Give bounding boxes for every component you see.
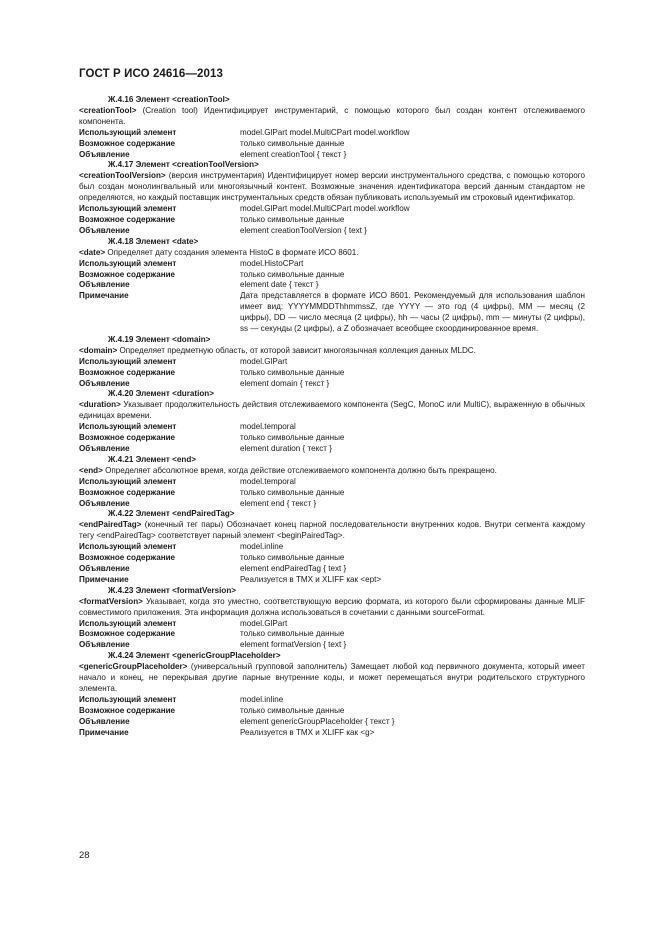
section-title: Ж.4.24 Элемент <genericGroupPlaceholder> [108,651,281,661]
description-text: Определяет предметную область, от которой зависит многоязычная коллекция данных MLDC. [117,345,476,355]
property-value: только символьные данные [240,367,345,377]
description-text: (Creation tool) Идентифицирует инструментарий, с помощью которого был создан контент отслеживаемого компонента. [79,105,585,126]
property-row [79,368,585,379]
property-value: только символьные данные [240,553,345,563]
property-label: Примечание [79,291,129,301]
property-row [79,564,585,575]
description-text: (версия инструментария) Идентифицирует номер версии инструментального средства, с помощью которого был создан монолингвальный или многоязычный контент. Возможные значения идентификатора версий данным стандартом не определяются, но каждый поставщик инструментальных средств обязан публиковать используемый им строковый идентификатор. [79,171,585,203]
element-tag: <domain> [79,345,118,355]
property-value: element endPairedTag { text } [240,563,347,573]
element-tag: <date> [79,247,106,257]
section [79,237,585,335]
property-label: Объявление [79,640,130,650]
property-value: только символьные данные [240,433,345,443]
section-description [79,248,585,259]
property-value: model.inline [240,542,284,552]
property-label: Возможное содержание [79,433,176,443]
property-row [79,477,585,488]
property-value: model.GlPart model.MultiCPart model.workflow [240,204,410,214]
property-row [79,291,585,335]
section-title: Ж.4.19 Элемент <domain> [108,334,211,344]
section-description [79,400,585,422]
property-row [79,259,585,270]
property-row [79,444,585,455]
section-title: Ж.4.18 Элемент <date> [108,236,199,246]
page-header: ГОСТ Р ИСО 24616—2013 [79,68,224,80]
property-label: Возможное содержание [79,214,176,224]
property-row [79,695,585,706]
property-label: Использующий элемент [79,204,177,214]
property-value: element formatVersion { text } [240,640,347,650]
property-row [79,204,585,215]
property-label: Использующий элемент [79,618,177,628]
property-row [79,488,585,499]
section [79,335,585,390]
element-tag: <end> [79,465,103,475]
property-label: Использующий элемент [79,356,177,366]
property-value: model.GlPart [240,356,288,366]
section-description [79,520,585,542]
property-label: Возможное содержание [79,705,176,715]
section-description [79,466,585,477]
property-label: Возможное содержание [79,487,176,497]
property-label: Использующий элемент [79,127,177,137]
element-tag: <genericGroupPlaceholder> [79,662,188,672]
property-label: Использующий элемент [79,422,177,432]
property-value: только символьные данные [240,138,345,148]
section [79,651,585,738]
property-label: Использующий элемент [79,476,177,486]
property-row [79,706,585,717]
property-label: Примечание [79,574,129,584]
section-description [79,346,585,357]
element-tag: <duration> [79,400,121,410]
property-label: Возможное содержание [79,553,176,563]
property-row [79,542,585,553]
property-label: Возможное содержание [79,269,176,279]
property-value: model.HistoCPart [240,258,304,268]
element-tag: <creationTool> [79,105,137,115]
property-value: Дата представляется в формате ИСО 8601. Рекомендуемый для использования шаблон имеет вид: YYYYMMDDThhmmssZ, где YYYY — это год (4 цифры), MM — месяц (2 цифры), DD — число месяца (2 цифры), hh — часы (2 цифры), mm — минуты (2 цифры), ss — секунды (2 цифры), а Z обозначает всеобщее скоординированное время. [240,291,585,334]
section [79,389,585,454]
property-row [79,280,585,291]
property-value: только символьные данные [240,269,345,279]
property-row [79,270,585,281]
property-value: model.temporal [240,476,296,486]
property-label: Использующий элемент [79,258,177,268]
description-text: Указывает, когда это уместно, соответствующую версию формата, из которого были сформированы данные MLIF совместимого приложения. Эта информация должна использоваться в сочетании с данными sourceFormat. [79,596,585,617]
property-label: Объявление [79,563,130,573]
section-title: Ж.4.20 Элемент <duration> [108,389,214,399]
property-label: Объявление [79,378,130,388]
property-value: element creationToolVersion { text } [240,225,367,235]
property-row [79,499,585,510]
description-text: Определяет абсолютное время, когда действие отслеживаемого компонента должно быть прекращено. [102,465,497,475]
property-label: Примечание [79,727,129,737]
property-row [79,422,585,433]
property-value: model.inline [240,694,284,704]
section-title: Ж.4.16 Элемент <creationTool> [108,95,230,104]
page-number: 28 [79,850,90,861]
property-value: только символьные данные [240,629,345,639]
property-value: element genericGroupPlaceholder { текст } [240,716,395,726]
property-label: Возможное содержание [79,629,176,639]
section-description [79,171,585,204]
section-title: Ж.4.22 Элемент <endPairedTag> [108,509,235,519]
description-text: (конечный тег пары) Обозначает конец парной последовательности внутренних кодов. Внутри сегмента каждому тегу <endPairedTag> соответствует парный элемент <beginPairedTag>. [79,520,585,541]
property-value: model.GlPart model.MultiCPart model.workflow [240,127,410,137]
section [79,509,585,585]
property-value: Реализуется в TMX и XLIFF как <ept> [240,574,382,584]
property-label: Объявление [79,444,130,453]
element-tag: <endPairedTag> [79,520,142,530]
property-row [79,640,585,651]
property-row [79,215,585,226]
description-text: Определяет дату создания элемента HistoC в формате ИСО 8601. [105,247,359,257]
property-label: Объявление [79,280,130,290]
description-text: (универсальный групповой заполнитель) Замещает любой код первичного документа, который имеет начало и конец, не перекрывая другие парные внутренние коды, и может перемещаться внутри родительского структурного элемента. [79,662,585,693]
section [79,455,585,510]
section-title: Ж.4.17 Элемент <creationToolVersion> [108,160,259,170]
section-description [79,106,585,128]
property-label: Объявление [79,149,130,159]
property-label: Использующий элемент [79,694,177,704]
property-row [79,226,585,237]
property-value: Реализуется в TMX и XLIFF как <g> [240,727,375,737]
property-value: element end { текст } [240,498,317,508]
element-tag: <formatVersion> [79,596,143,606]
property-value: только символьные данные [240,214,345,224]
section [79,95,585,160]
section-title: Ж.4.21 Элемент <end> [108,454,196,464]
property-row [79,629,585,640]
property-row [79,619,585,630]
element-tag: <creationToolVersion> [79,171,166,181]
property-label: Объявление [79,225,130,235]
property-row [79,553,585,564]
property-label: Использующий элемент [79,542,177,552]
property-value: model.GlPart [240,618,288,628]
property-row [79,433,585,444]
property-value: только символьные данные [240,705,345,715]
property-row [79,357,585,368]
property-row [79,728,585,739]
property-value: model.temporal [240,422,296,432]
page-content [79,95,585,738]
section [79,160,585,236]
property-label: Объявление [79,498,130,508]
property-label: Возможное содержание [79,367,176,377]
property-label: Возможное содержание [79,138,176,148]
property-value: только символьные данные [240,487,345,497]
section [79,586,585,651]
property-row [79,717,585,728]
property-row [79,150,585,161]
section-description [79,597,585,619]
property-row [79,139,585,150]
description-text: Указывает продолжительность действия отслеживаемого компонента (SegC, MonoC или MultiC), выраженную в обычных единицах времени. [79,400,585,421]
section-description [79,662,585,695]
property-label: Объявление [79,716,130,726]
property-value: element date { текст } [240,280,319,290]
property-value: element duration { текст } [240,444,332,453]
property-value: element creationTool { текст } [240,149,347,159]
property-row [79,575,585,586]
section-title: Ж.4.23 Элемент <formatVersion> [108,585,237,595]
property-row [79,128,585,139]
property-row [79,379,585,390]
property-value: element domain { текст } [240,378,330,388]
